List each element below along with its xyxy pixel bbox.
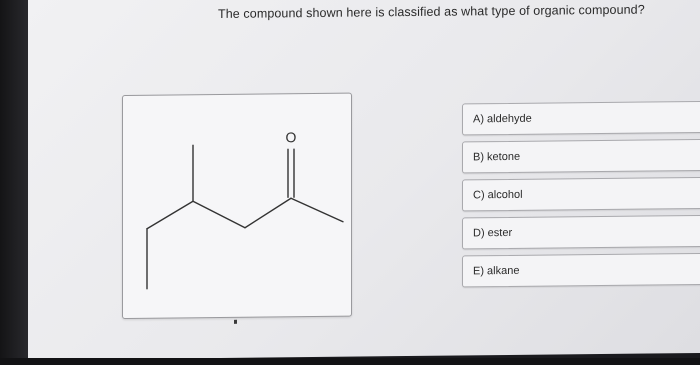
option-d[interactable] [462,215,700,250]
quiz-page [28,0,700,360]
option-label: A) aldehyde [473,112,532,126]
option-b[interactable] [462,139,700,174]
answer-options [462,101,700,294]
option-label: E) alkane [473,264,520,278]
option-label: D) ester [473,226,513,240]
screen-bottom-edge [0,358,700,365]
bond-line [245,198,291,227]
molecule-structure-icon [123,94,351,318]
option-label: B) ketone [473,150,521,164]
question-text: The compound shown here is classified as what type of organic compound? [218,2,645,22]
bond-line [291,198,343,223]
bond-line [147,201,193,228]
mouse-cursor-icon [234,320,237,324]
option-a[interactable] [462,101,700,136]
screen-bezel [0,0,30,365]
oxygen-atom-label: O [285,129,297,146]
option-c[interactable] [462,177,700,212]
molecule-panel [122,93,352,319]
bond-line [193,201,245,229]
option-e[interactable] [462,253,700,288]
option-label: C) alcohol [473,188,523,202]
